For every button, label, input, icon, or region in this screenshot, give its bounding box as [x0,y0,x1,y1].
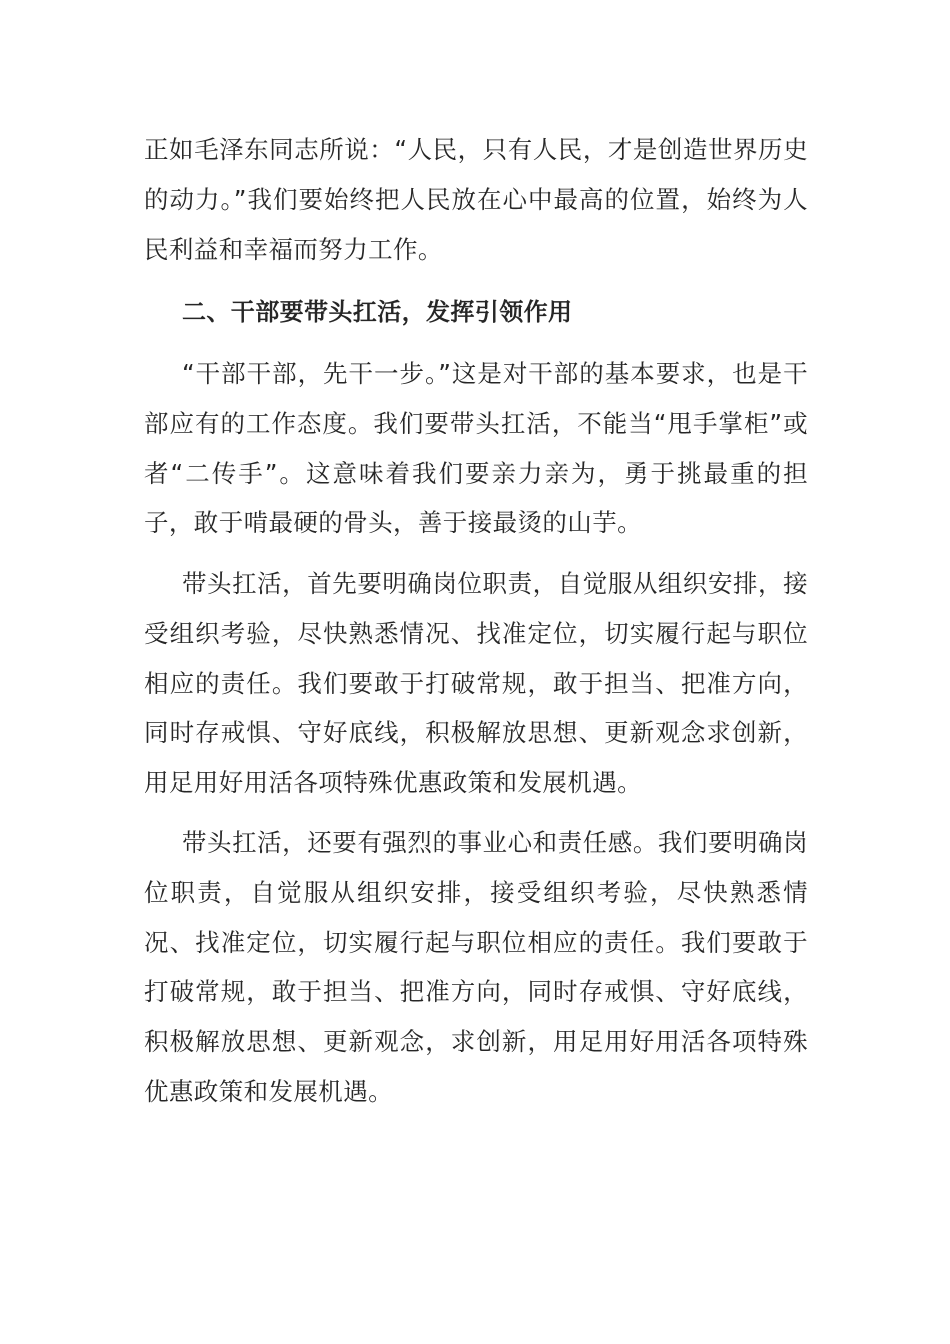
paragraph-cadre-requirement: “干部干部，先干一步。”这是对干部的基本要求，也是干部应有的工作态度。我们要带头扛活，不能当“甩手掌柜”或者“二传手”。这意味着我们要亲力亲为，勇于挑最重的担子，敢于啃最硬的骨头，善于接最烫的山芋。 [144,359,808,538]
paragraph-quote-mao: 正如毛泽东同志所说：“人民，只有人民，才是创造世界历史的动力。”我们要始终把人民放在心中最高的位置，始终为人民利益和幸福而努力工作。 [144,135,808,264]
paragraph-sense-of-duty: 带头扛活，还要有强烈的事业心和责任感。我们要明确岗位职责，自觉服从组织安排，接受组织考验，尽快熟悉情况、找准定位，切实履行起与职位相应的责任。我们要敢于打破常规，敢于担当、把准方向，同时存戒惧、守好底线，积极解放思想、更新观念，求创新，用足用好用活各项特殊优惠政策和发展机遇。 [144,828,808,1106]
section-heading: 二、干部要带头扛活，发挥引领作用 [182,298,573,326]
paragraph-job-responsibility: 带头扛活，首先要明确岗位职责，自觉服从组织安排，接受组织考验，尽快熟悉情况、找准定位，切实履行起与职位相应的责任。我们要敢于打破常规，敢于担当、把准方向，同时存戒惧、守好底线，积极解放思想、更新观念求创新，用足用好用活各项特殊优惠政策和发展机遇。 [144,569,808,798]
